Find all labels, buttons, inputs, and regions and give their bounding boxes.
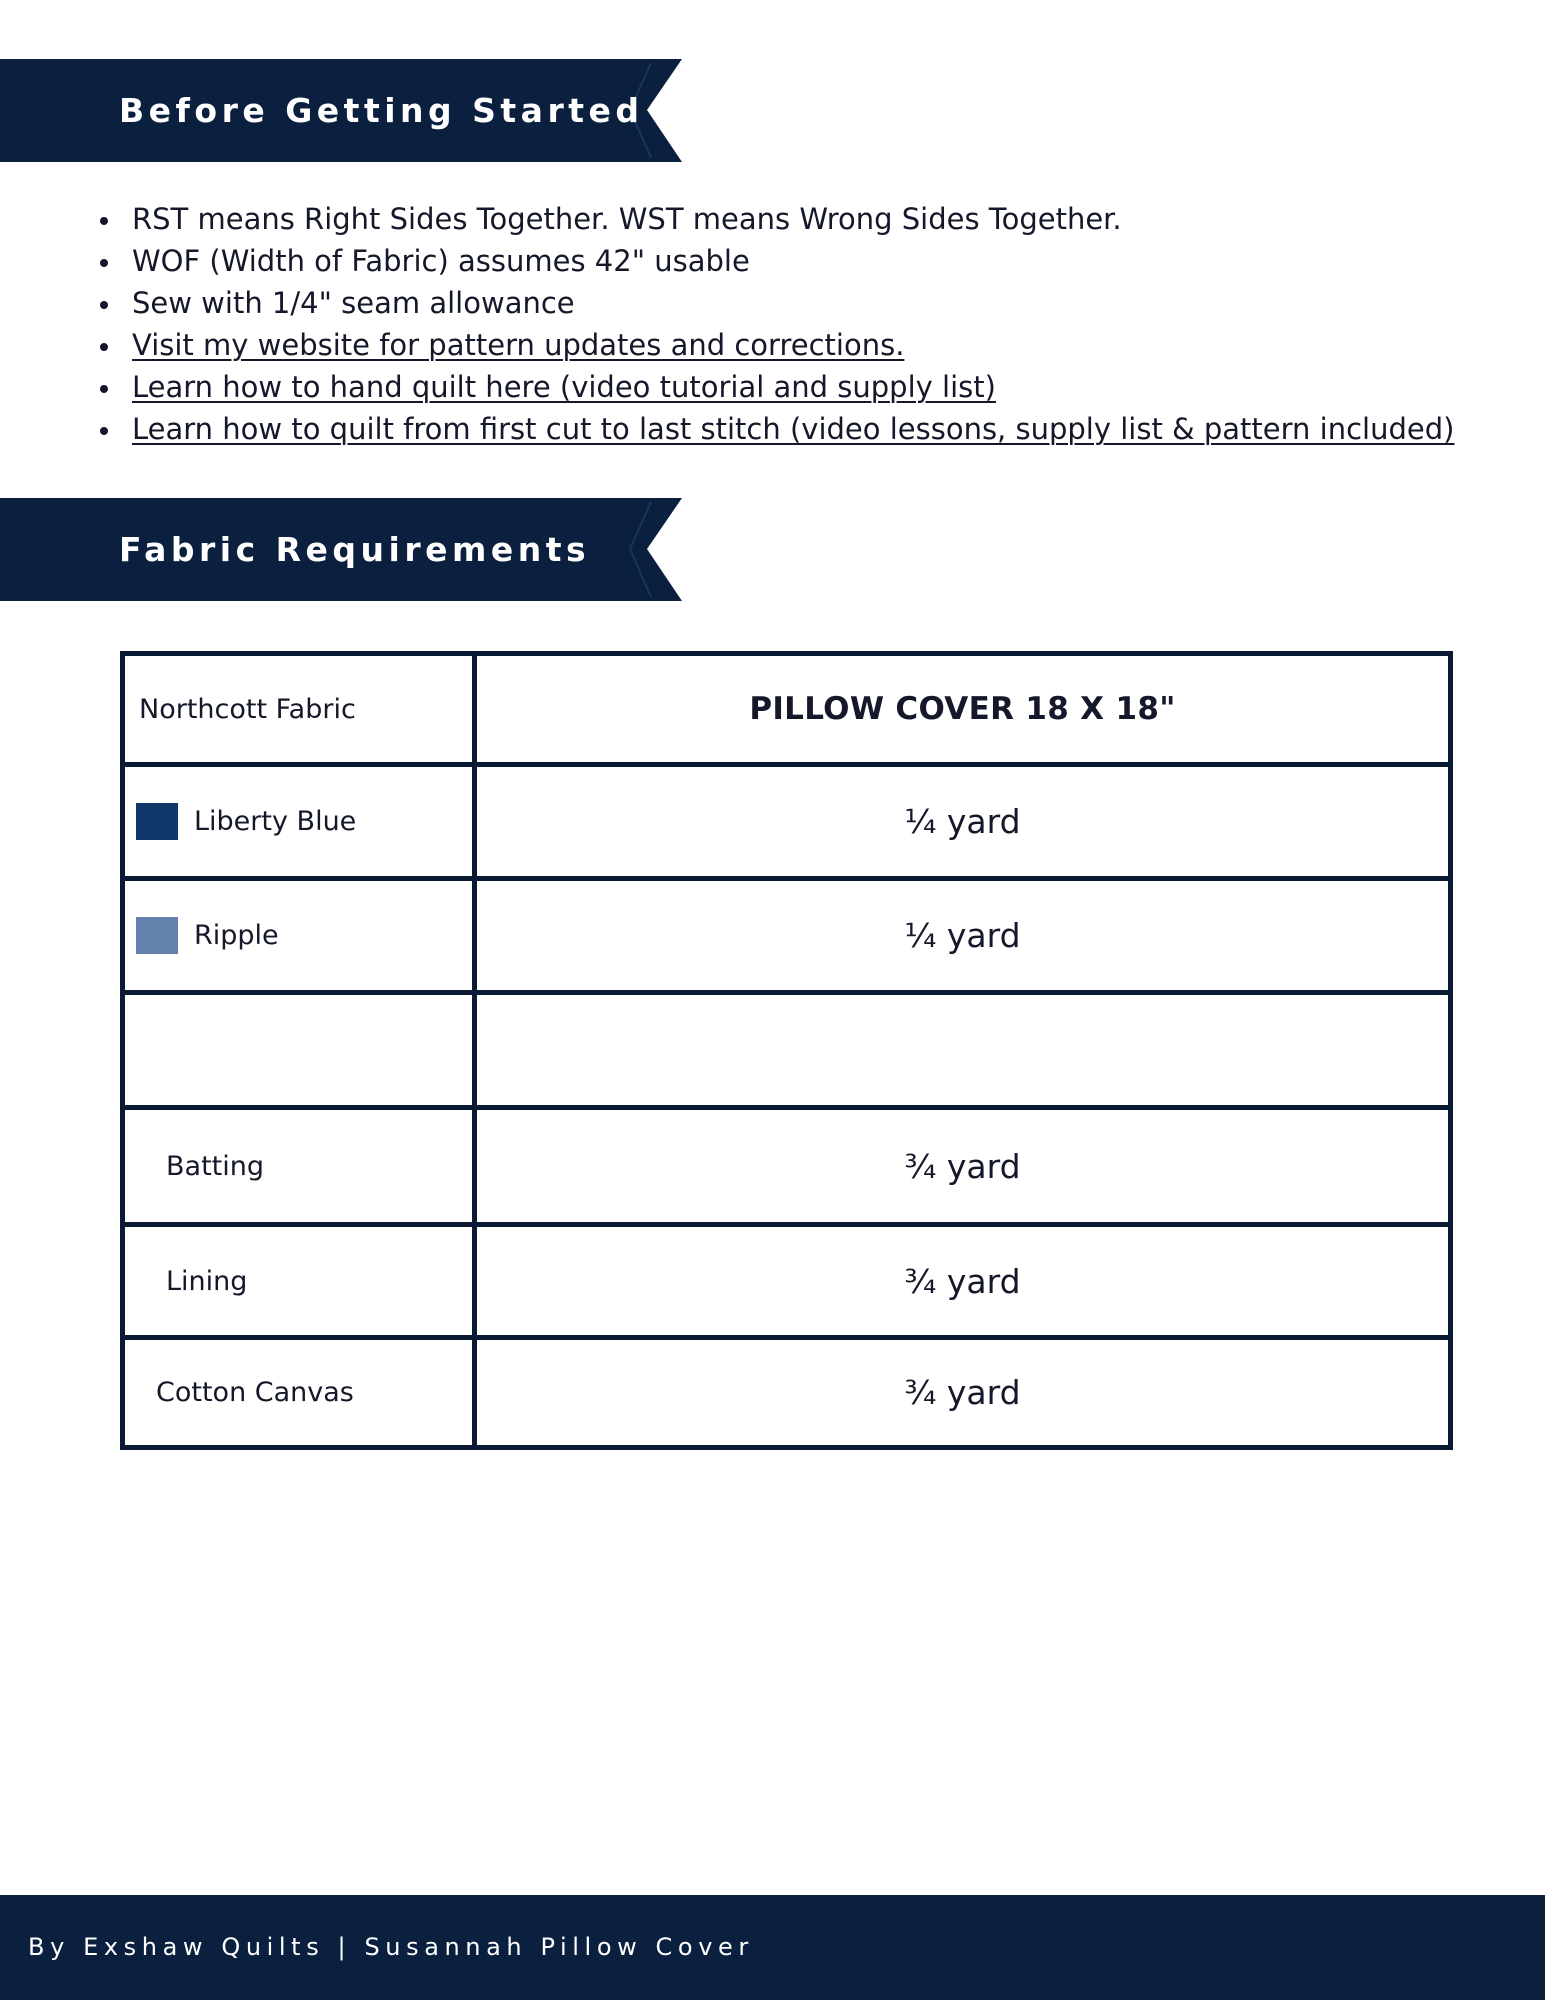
- quilt-course-link[interactable]: Learn how to quilt from first cut to last stitch (video lessons, supply list & pattern included): [132, 412, 1455, 446]
- table-row: [123, 1225, 1451, 1338]
- fabric-qty: ¼ yard: [475, 879, 1451, 993]
- list-item: [98, 408, 1454, 450]
- fabric-qty: ¾ yard: [475, 1108, 1451, 1225]
- header-fabric-cell: Northcott Fabric: [123, 654, 475, 765]
- list-item: [98, 366, 1454, 408]
- list-item-text: Sew with 1/4" seam allowance: [132, 286, 575, 320]
- list-item: [98, 282, 1454, 324]
- section-title: Fabric Requirements: [119, 530, 591, 569]
- fabric-name-cell: Lining: [123, 1225, 475, 1338]
- fabric-name: Ripple: [194, 920, 279, 951]
- table-row: [123, 1108, 1451, 1225]
- website-link[interactable]: Visit my website for pattern updates and corrections.: [132, 328, 905, 362]
- footer-text: By Exshaw Quilts | Susannah Pillow Cover: [28, 1933, 754, 1961]
- hand-quilt-link[interactable]: Learn how to hand quilt here (video tutorial and supply list): [132, 370, 996, 404]
- fabric-name: Liberty Blue: [194, 806, 357, 837]
- fabric-name-cell: Cotton Canvas: [123, 1338, 475, 1448]
- footer-bar: [0, 1895, 1545, 2000]
- table-row: [123, 1338, 1451, 1448]
- fabric-name-cell: Batting: [123, 1108, 475, 1225]
- list-item: [98, 324, 1454, 366]
- fabric-name-cell: [123, 993, 475, 1108]
- list-item: [98, 240, 1454, 282]
- fabric-qty: [475, 993, 1451, 1108]
- color-swatch: [136, 803, 178, 840]
- fabric-name-cell: [123, 765, 475, 879]
- table-row: [123, 879, 1451, 993]
- section-banner-fabric: [0, 498, 682, 601]
- fabric-qty: ¾ yard: [475, 1225, 1451, 1338]
- list-item: [98, 198, 1454, 240]
- list-item-text: RST means Right Sides Together. WST means Wrong Sides Together.: [132, 202, 1122, 236]
- color-swatch: [136, 917, 178, 954]
- table-row: [123, 993, 1451, 1108]
- section-title: Before Getting Started: [119, 91, 644, 130]
- fabric-requirements-table: [120, 651, 1453, 1450]
- fabric-qty: ¼ yard: [475, 765, 1451, 879]
- tips-list: [98, 198, 1454, 450]
- table-header-row: [123, 654, 1451, 765]
- header-size-cell: PILLOW COVER 18 X 18": [475, 654, 1451, 765]
- section-banner-before: [0, 59, 682, 162]
- list-item-text: WOF (Width of Fabric) assumes 42" usable: [132, 244, 750, 278]
- fabric-name-cell: [123, 879, 475, 993]
- table-row: [123, 765, 1451, 879]
- fabric-qty: ¾ yard: [475, 1338, 1451, 1448]
